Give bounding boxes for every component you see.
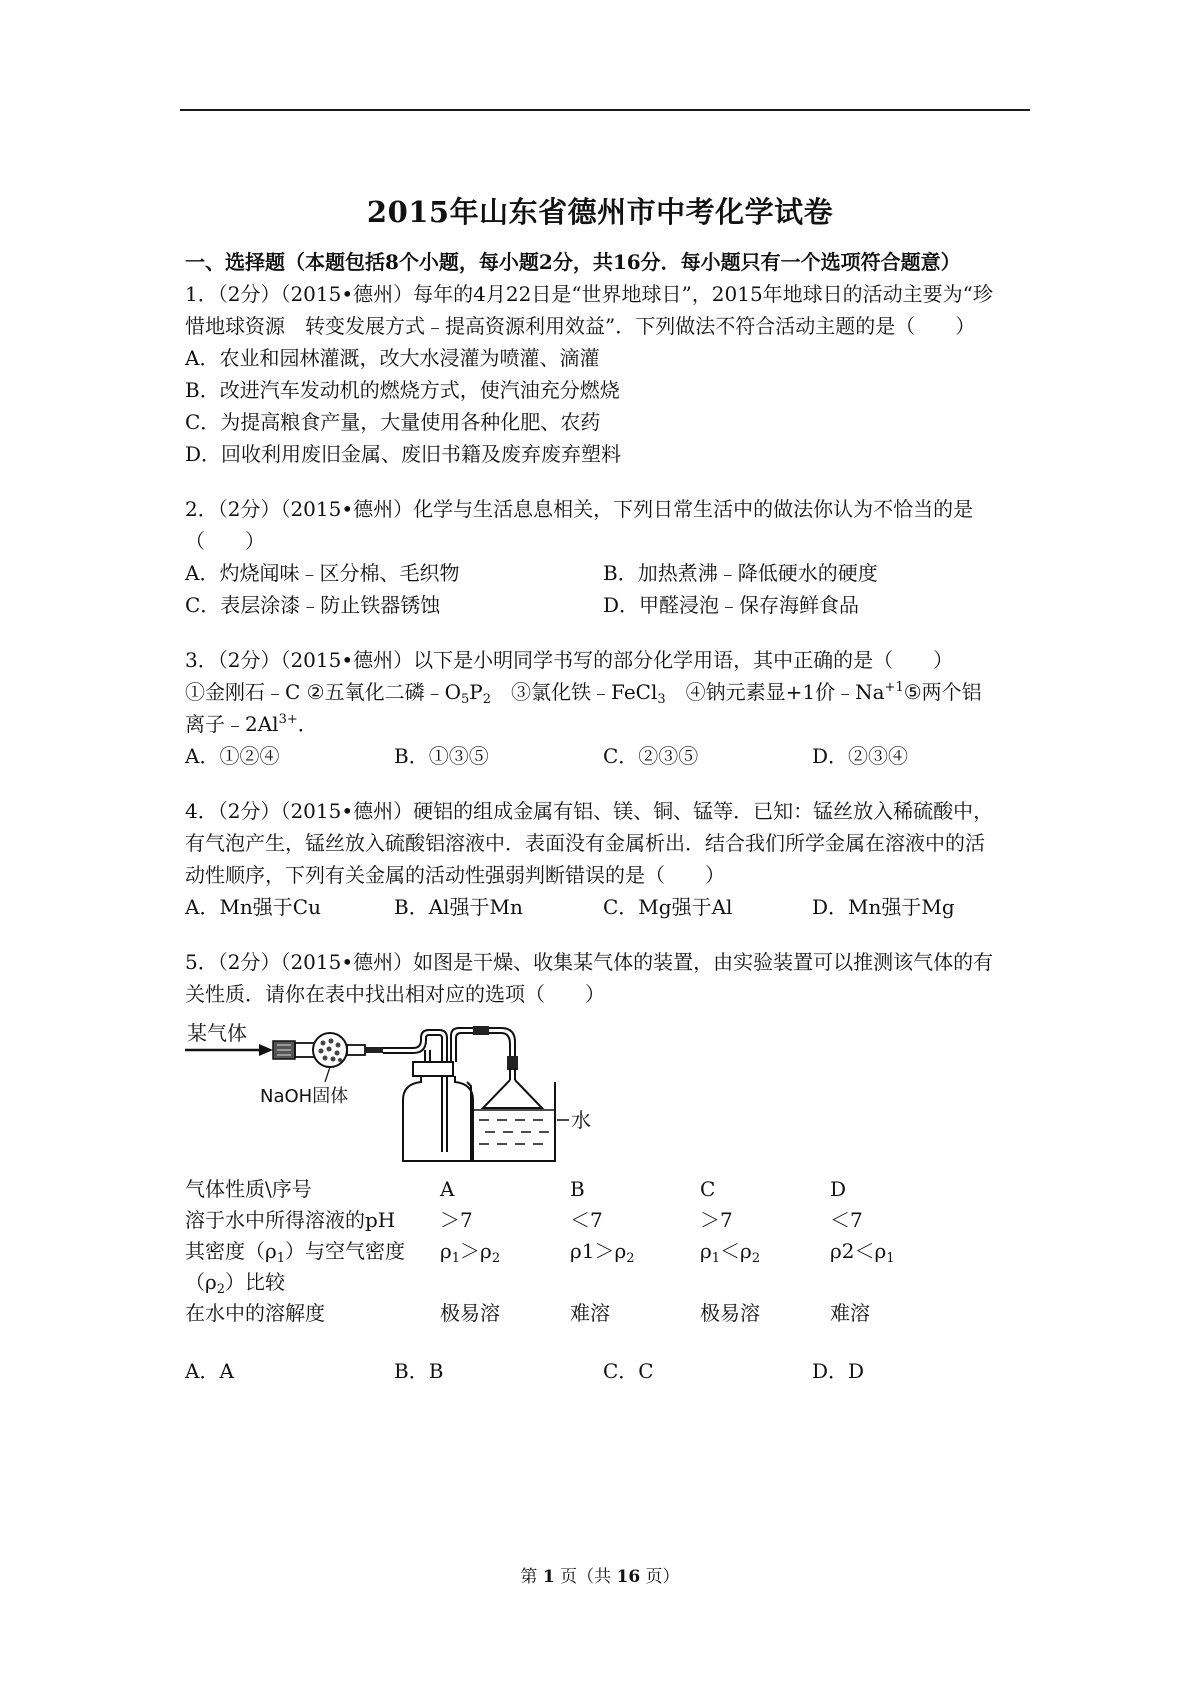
table-cell-b <box>570 1236 700 1298</box>
question-3-stem-line-3 <box>185 708 1030 740</box>
exam-body <box>185 246 1030 1387</box>
question-1-option-d <box>185 438 1030 470</box>
question-1-option-a <box>185 342 1030 374</box>
table-cell-subscript: 1 <box>711 1251 721 1266</box>
question-3 <box>185 644 1030 772</box>
table-header-row <box>185 1174 1030 1205</box>
table-cell-subscript: 2 <box>216 1282 226 1297</box>
bottle-stopper <box>413 1062 453 1076</box>
question-4-stem-text: 4．（2分）（2015•德州）硬铝的组成金属有铝、镁、铜、锰等．已知：锰丝放入稀硫酸中， <box>185 799 994 823</box>
inverted-funnel <box>483 1068 542 1108</box>
question-1-stem-text: 惜地球资源 转变发展方式﹣提高资源利用效益”．下列做法不符合活动主题的是（ ） <box>185 314 976 338</box>
question-1-option-c <box>185 406 1030 438</box>
question-3-option-c <box>603 740 812 772</box>
table-cell-b <box>570 1174 700 1205</box>
water-label: 水 <box>571 1108 591 1132</box>
question-2-option-row <box>185 589 1030 621</box>
question-4-option-d <box>812 891 1021 923</box>
table-cell-text: 难溶 <box>570 1301 610 1325</box>
table-row-label <box>185 1174 440 1205</box>
question-5-option-b <box>394 1355 603 1387</box>
question-4 <box>185 795 1030 923</box>
table-row <box>185 1298 1030 1329</box>
question-3-stem-text: ③氯化铁﹣FeCl <box>491 680 658 704</box>
option-text: A．A <box>185 1359 234 1383</box>
table-cell-a <box>440 1298 570 1329</box>
option-text: C．表层涂漆﹣防止铁器锈蚀 <box>185 593 441 617</box>
question-spacer <box>185 923 1030 946</box>
table-cell-c <box>700 1174 830 1205</box>
table-cell-c <box>700 1205 830 1236</box>
question-3-option-b <box>394 740 603 772</box>
question-4-stem-text: 有气泡产生，锰丝放入硫酸铝溶液中．表面没有金属析出．结合我们所学金属在溶液中的活 <box>185 831 985 855</box>
question-2-stem-text: （ ） <box>185 529 265 553</box>
table-cell-subscript: 1 <box>886 1251 895 1266</box>
question-4-option-row <box>185 891 1030 923</box>
table-cell-text: ＜ρ <box>720 1239 752 1263</box>
arrow-icon <box>185 1044 273 1056</box>
option-text: B．加热煮沸﹣降低硬水的硬度 <box>603 561 878 585</box>
option-text: A．Mn强于Cu <box>185 895 321 919</box>
question-2-stem-line-1 <box>185 493 1030 525</box>
table-cell-d <box>830 1236 960 1298</box>
table-cell-text: A <box>440 1177 455 1201</box>
question-5-stem-text: 5．（2分）（2015•德州）如图是干燥、收集某气体的装置，由实验装置可以推测该气体的有 <box>185 950 994 974</box>
option-text: D．回收利用废旧金属、废旧书籍及废弃废弃塑料 <box>185 442 622 466</box>
question-spacer <box>185 470 1030 493</box>
option-text: B．改进汽车发动机的燃烧方式，使汽油充分燃烧 <box>185 378 620 402</box>
option-text: A．农业和园林灌溉，改大水浸灌为喷灌、滴灌 <box>185 346 600 370</box>
gas-collecting-bottle <box>403 1050 473 1161</box>
question-3-stem-line-2 <box>185 676 1030 708</box>
naoh-leader-line <box>325 1067 330 1082</box>
table-cell-text: 其密度（ρ <box>185 1239 277 1263</box>
footer-suffix: 页） <box>640 1567 680 1587</box>
table-cell-text: ＞ρ <box>460 1239 492 1263</box>
table-cell-text: ）与空气密度（ρ <box>185 1239 406 1294</box>
question-3-option-d <box>812 740 1021 772</box>
option-text: D．D <box>812 1359 865 1383</box>
question-spacer <box>185 621 1030 644</box>
footer-page-number: 1 <box>542 1567 555 1587</box>
table-cell-subscript: 2 <box>626 1251 635 1266</box>
question-3-stem-text: ①金刚石﹣C ②五氧化二磷﹣O <box>185 680 461 704</box>
question-1 <box>185 278 1030 470</box>
table-cell-subscript: 2 <box>751 1251 761 1266</box>
question-5-stem-line-2 <box>185 978 1030 1010</box>
question-1-stem-text: 1．（2分）（2015•德州）每年的4月22日是“世界地球日”，2015年地球日的活动主要为“珍 <box>185 282 993 306</box>
option-text: A．①②④ <box>185 744 280 768</box>
naoh-label: NaOH固体 <box>260 1086 349 1107</box>
question-2-option-b <box>603 557 1021 589</box>
table-cell-text: ＞7 <box>440 1208 473 1232</box>
table-cell-text: ρ1＞ρ <box>570 1239 627 1263</box>
question-3-stem-subscript: 2 <box>482 692 492 707</box>
table-cell-text: ρ <box>700 1239 712 1263</box>
table-cell-d <box>830 1174 960 1205</box>
table-cell-text: C <box>700 1177 716 1201</box>
question-4-stem-line-2 <box>185 827 1030 859</box>
question-5-option-a <box>185 1355 394 1387</box>
table-cell-text: ρ <box>440 1239 452 1263</box>
table-row <box>185 1205 1030 1236</box>
table-cell-text: ）比较 <box>225 1270 286 1294</box>
option-text: A．灼烧闻味﹣区分棉、毛织物 <box>185 561 460 585</box>
table-cell-text: ＜7 <box>830 1208 863 1232</box>
table-cell-text: 气体性质\序号 <box>185 1177 312 1201</box>
question-5-option-row <box>185 1355 1030 1387</box>
table-row-label <box>185 1298 440 1329</box>
table-cell-a <box>440 1205 570 1236</box>
drying-tube <box>273 1033 365 1082</box>
table-cell-text: 难溶 <box>830 1301 870 1325</box>
question-1-stem-line-2 <box>185 310 1030 342</box>
table-cell-text: B <box>570 1177 585 1201</box>
option-text: D．②③④ <box>812 744 909 768</box>
option-text: C．C <box>603 1359 654 1383</box>
question-3-stem-subscript: 3 <box>657 692 666 707</box>
question-3-stem-text: ． <box>297 712 318 736</box>
table-cell-text: 溶于水中所得溶液的pH <box>185 1208 396 1232</box>
question-2-option-a <box>185 557 603 589</box>
question-4-stem-text: 动性顺序，下列有关金属的活动性强弱判断错误的是（ ） <box>185 863 725 887</box>
question-5 <box>185 946 1030 1387</box>
question-5-option-d <box>812 1355 1021 1387</box>
page-footer <box>0 1562 1200 1587</box>
table-cell-subscript: 2 <box>491 1251 501 1266</box>
question-2-stem-line-2 <box>185 525 1030 557</box>
table-row-label <box>185 1205 440 1236</box>
question-3-option-a <box>185 740 394 772</box>
table-cell-c <box>700 1236 830 1298</box>
table-cell-text: 极易溶 <box>440 1301 500 1325</box>
question-2-option-d <box>603 589 1021 621</box>
question-3-stem-text: ④钠元素显+1价﹣Na <box>665 680 885 704</box>
option-text: D．甲醛浸泡﹣保存海鲜食品 <box>603 593 860 617</box>
option-text: B．B <box>394 1359 444 1383</box>
table-cell-b <box>570 1205 700 1236</box>
question-3-stem-superscript: 3+ <box>278 712 298 727</box>
question-3-stem-subscript: 5 <box>461 692 470 707</box>
table-cell-text: 极易溶 <box>700 1301 760 1325</box>
gas-apparatus-figure <box>185 1016 1030 1166</box>
option-text: C．②③⑤ <box>603 744 699 768</box>
question-4-option-a <box>185 891 394 923</box>
question-2 <box>185 493 1030 621</box>
question-1-option-b <box>185 374 1030 406</box>
answer-spacer <box>185 1329 1030 1355</box>
question-spacer <box>185 772 1030 795</box>
question-3-stem-text: 3．（2分）（2015•德州）以下是小明同学书写的部分化学用语，其中正确的是（ ） <box>185 648 954 672</box>
table-row-label <box>185 1236 440 1298</box>
question-4-stem-line-3 <box>185 859 1030 891</box>
option-text: B．Al强于Mn <box>394 895 523 919</box>
table-cell-text: 在水中的溶解度 <box>185 1301 325 1325</box>
table-cell-subscript: 1 <box>276 1251 286 1266</box>
option-text: C．Mg强于Al <box>603 895 733 919</box>
footer-prefix: 第 <box>520 1567 543 1587</box>
table-cell-subscript: 1 <box>451 1251 461 1266</box>
question-3-stem-text: 离子﹣2Al <box>185 712 279 736</box>
footer-total-pages: 16 <box>616 1567 641 1587</box>
question-4-option-b <box>394 891 603 923</box>
question-5-stem-text: 关性质．请你在表中找出相对应的选项（ ） <box>185 982 605 1006</box>
connecting-tube-1 <box>365 1030 447 1062</box>
water-hatching <box>479 1120 549 1144</box>
question-2-stem-text: 2．（2分）（2015•德州）化学与生活息息相关，下列日常生活中的做法你认为不恰当的是 <box>185 497 974 521</box>
question-4-stem-line-1 <box>185 795 1030 827</box>
option-text: B．①③⑤ <box>394 744 489 768</box>
question-5-option-c <box>603 1355 812 1387</box>
option-text: C．为提高粮食产量，大量使用各种化肥、农药 <box>185 410 601 434</box>
option-text: D．Mn强于Mg <box>812 895 955 919</box>
table-cell-d <box>830 1205 960 1236</box>
gas-label: 某气体 <box>187 1021 247 1045</box>
question-1-stem-line-1 <box>185 278 1030 310</box>
table-cell-text: ＞7 <box>700 1208 733 1232</box>
header-rule <box>180 109 1030 111</box>
question-3-option-row <box>185 740 1030 772</box>
questions <box>185 278 1030 1387</box>
table-cell-a <box>440 1236 570 1298</box>
question-5-stem-line-1 <box>185 946 1030 978</box>
question-3-stem-superscript: +1 <box>884 680 904 695</box>
table-cell-text: ＜7 <box>570 1208 603 1232</box>
table-cell-text: D <box>830 1177 847 1201</box>
table-cell-b <box>570 1298 700 1329</box>
question-3-stem-line-1 <box>185 644 1030 676</box>
question-4-option-c <box>603 891 812 923</box>
gas-property-table <box>185 1174 1030 1329</box>
footer-middle: 页（共 <box>554 1567 617 1587</box>
section-header: 一、选择题（本题包括8个小题，每小题2分，共16分．每小题只有一个选项符合题意） <box>185 250 961 274</box>
table-cell-d <box>830 1298 960 1329</box>
table-cell-c <box>700 1298 830 1329</box>
table-row <box>185 1236 1030 1298</box>
page-title: 2015年山东省德州市中考化学试卷 <box>366 195 834 229</box>
table-cell-text: ρ2＜ρ <box>830 1239 887 1263</box>
question-2-option-row <box>185 557 1030 589</box>
table-cell-a <box>440 1174 570 1205</box>
question-3-stem-text: P <box>469 680 483 704</box>
question-2-option-c <box>185 589 603 621</box>
question-3-stem-text: ⑤两个铝 <box>903 680 982 704</box>
